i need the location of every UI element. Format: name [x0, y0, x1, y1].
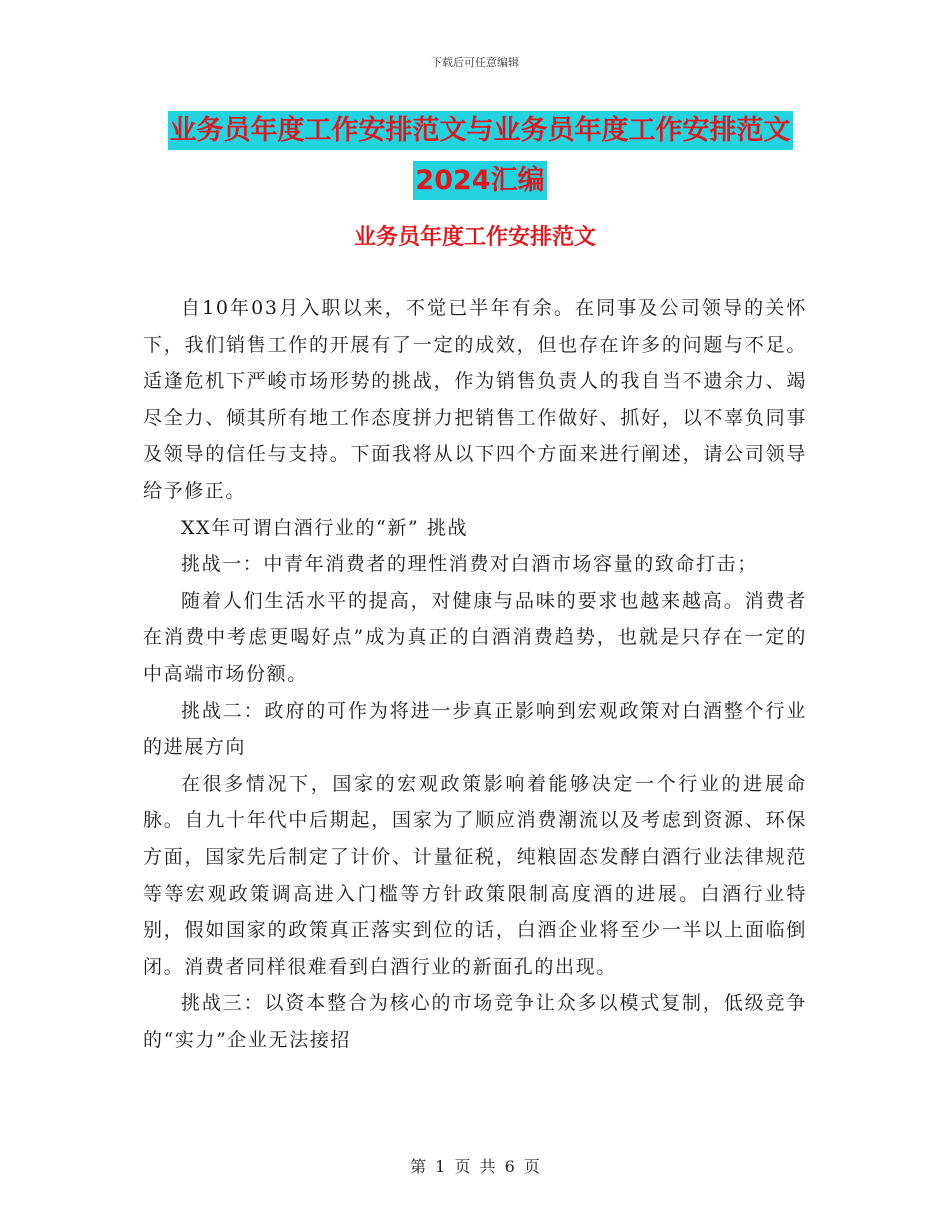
document-title — [140, 106, 820, 206]
paragraph: 挑战三：以资本整合为核心的市场竞争让众多以模式复制，低级竞争的“实力”企业无法接招 — [143, 992, 807, 1051]
document-title-line2: 2024汇编 — [413, 161, 546, 200]
paragraph: 挑战二：政府的可作为将进一步真正影响到宏观政策对白酒整个行业的进展方向 — [143, 699, 807, 759]
paragraph: XX年可谓白酒行业的“新” 挑战 — [181, 516, 469, 539]
paragraph: 挑战一：中青年消费者的理性消费对白酒市场容量的致命打击； — [181, 553, 758, 576]
document-title-line1: 业务员年度工作安排范文与业务员年度工作安排范文 — [168, 111, 793, 150]
page-footer: 第 1 页 共 6 页 — [410, 1157, 540, 1176]
page-header: 下载后可任意编辑 — [431, 56, 519, 69]
paragraph: 自10年03月入职以来，不觉已半年有余。在同事及公司领导的关怀下，我们销售工作的开展有了一定的成效，但也存在许多的问题与不足。适逢危机下严峻市场形势的挑战，作为销售负责人的我自当不遗余力、竭尽全力、倾其所有地工作态度拼力把销售工作做好、抓好，以不辜负同事及领导的信任与支持。下面我将从以下四个方面来进行阐述，请公司领导给予修正。 — [143, 297, 807, 502]
document-body — [143, 290, 807, 1058]
paragraph: 在很多情况下，国家的宏观政策影响着能够决定一个行业的进展命脉。自九十年代中后期起，国家为了顺应消费潮流以及考虑到资源、环保方面，国家先后制定了计价、计量征税，纯粮固态发酵白酒行业法律规范等等宏观政策调高进入门槛等方针政策限制高度酒的进展。白酒行业特别，假如国家的政策真正落实到位的话，白酒企业将至少一半以上面临倒闭。消费者同样很难看到白酒行业的新面孔的出现。 — [143, 772, 807, 978]
paragraph: 随着人们生活水平的提高，对健康与品味的要求也越来越高。消费者在消费中考虑更喝好点”成为真正的白酒消费趋势，也就是只存在一定的中高端市场份额。 — [143, 589, 807, 685]
section-title: 业务员年度工作安排范文 — [353, 225, 596, 250]
